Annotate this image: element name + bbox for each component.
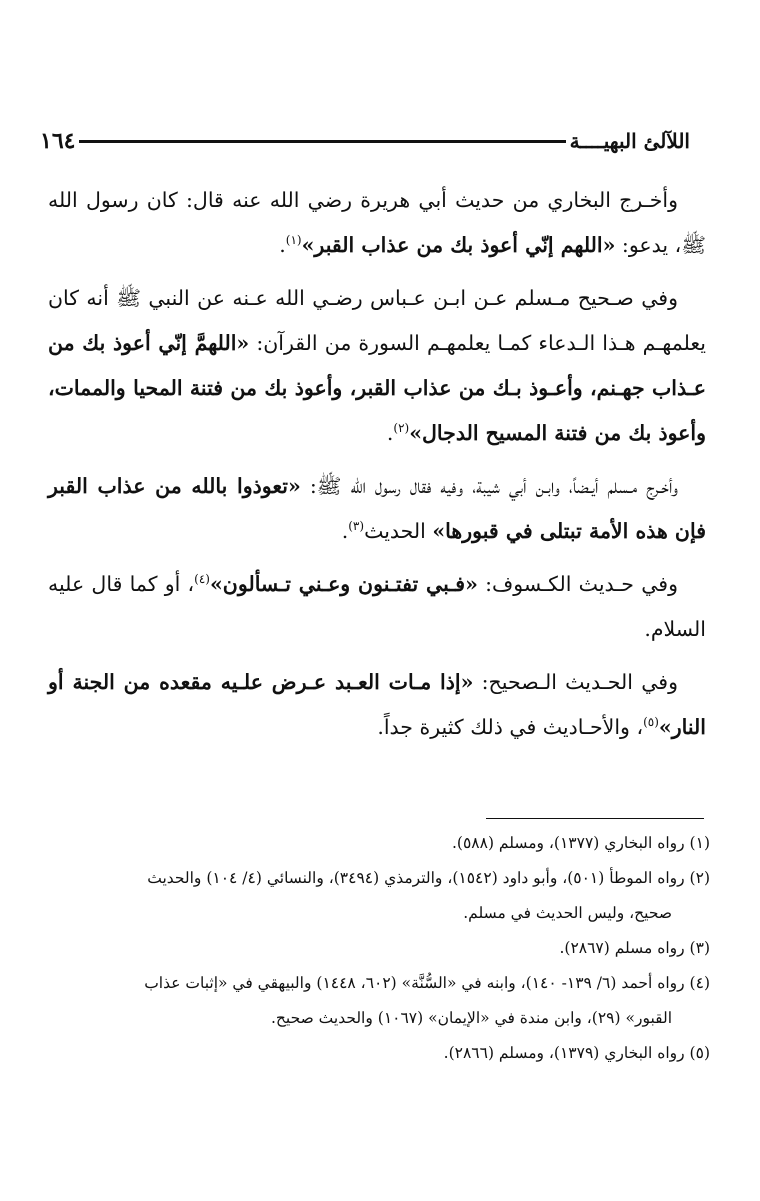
paragraph-text: وفي الحـديث الـصحيح:: [473, 670, 678, 694]
footnote-4: (٤) رواه أحمد (٦/ ١٣٩- ١٤٠)، وابنه في «السُّنَّة» (٦٠٢، ١٤٤٨) والبيهقي في «إثبات عذاب: [144, 974, 710, 992]
footnote-ref: (٣): [348, 519, 365, 534]
footnote-3: (٣) رواه مسلم (٢٨٦٧).: [559, 939, 710, 957]
hadith-quote: «تعوذوا بالله من عذاب القبر فإن هذه الأمة تبتلى في قبورها»: [48, 474, 706, 543]
paragraph-3: [48, 464, 706, 554]
footnote-2: (٢) رواه الموطأ (٥٠١)، وأبو داود (١٥٤٢)، والترمذي (٣٤٩٤)، والنسائي (٤/ ١٠٤) والحديث: [147, 869, 710, 887]
paragraph-4: [48, 562, 706, 652]
paragraph-end: ، أو كما قال عليه السلام.: [48, 572, 706, 641]
paragraph-text: وأخـرج مـسلم أيـضاً، وابـن أبي شيبة، وفيه فقال رسول الله ﷺ:: [300, 474, 678, 498]
paragraph-end: .: [386, 421, 394, 445]
footnote-5: (٥) رواه البخاري (١٣٧٩)، ومسلم (٢٨٦٦).: [443, 1044, 710, 1062]
footnote-separator: [486, 818, 704, 819]
paragraph-5: [48, 660, 706, 750]
paragraph-text: الحديث: [364, 519, 433, 543]
hadith-quote: «اللهمَّ إنّي أعوذ بك من عـذاب جهـنم، وأعـوذ بـك من عذاب القبر، وأعوذ بك من فتنة المحيا والممات، وأعوذ بك من فتنة المسيح الدجال»: [48, 331, 706, 445]
running-title: اللآلئ البهيــــة: [569, 129, 690, 153]
hadith-quote: «فـبي تفتـنون وعـني تـسألون»: [209, 572, 478, 596]
footnote-ref: (٢): [393, 421, 410, 436]
page-number: ١٦٤: [40, 128, 76, 154]
footnote-2-continued: صحيح، وليس الحديث في مسلم.: [463, 904, 672, 922]
hadith-quote: «اللهم إنّي أعوذ بك من عذاب القبر»: [301, 233, 616, 257]
header-rule: [79, 140, 565, 143]
footnote-4-continued: القبور» (٢٩)، وابن مندة في «الإيمان» (١٠٦٧) والحديث صحيح.: [270, 1009, 672, 1027]
main-text: [48, 178, 706, 758]
paragraph-2: [48, 276, 706, 456]
page-header: [28, 126, 698, 156]
footnote-1: (١) رواه البخاري (١٣٧٧)، ومسلم (٥٨٨).: [451, 834, 710, 852]
paragraph-end: ، والأحـاديث في ذلك كثيرة جداً.: [377, 715, 644, 739]
paragraph-end: .: [341, 519, 349, 543]
hadith-quote: «إذا مـات العـبد عـرض علـيه مقعده من الجنة أو النار»: [48, 670, 706, 739]
paragraph-text: وأخـرج البخاري من حديث أبي هريرة رضي الله عنه قال: كان رسول الله ﷺ، يدعو:: [48, 188, 706, 257]
paragraph-1: [48, 178, 706, 268]
paragraph-text: وفي صـحيح مـسلم عـن ابـن عـباس رضـي الله عـنه عن النبي ﷺ أنه كان يعلمهـم هـذا الـدعاء كمـا يعلمهـم السورة من القرآن:: [48, 286, 706, 355]
footnote-ref: (٤): [194, 572, 210, 587]
footnotes: [48, 826, 710, 1071]
paragraph-end: .: [279, 233, 286, 257]
footnote-ref: (٥): [643, 715, 659, 730]
footnote-ref: (١): [285, 233, 302, 248]
paragraph-text: وفي حـديث الكـسوف:: [477, 572, 678, 596]
